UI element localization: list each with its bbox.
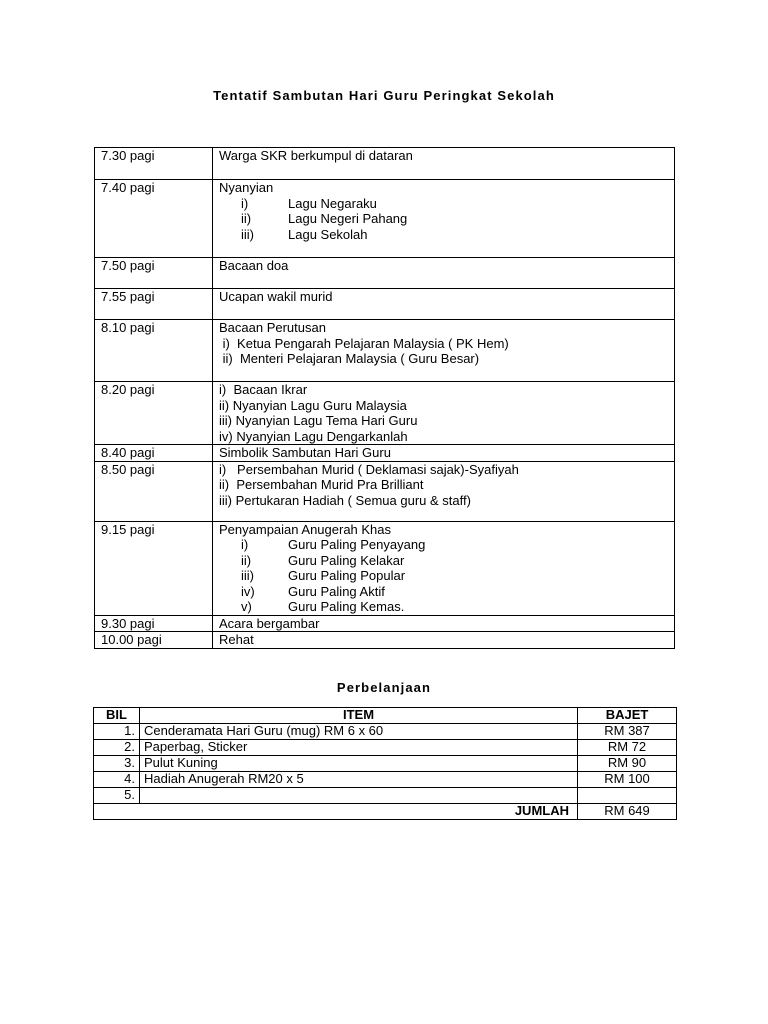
budget-row bbox=[94, 739, 677, 755]
subitem-number: i) bbox=[241, 537, 249, 552]
header-bil: BIL bbox=[94, 708, 140, 724]
activity-line: iii) Pertukaran Hadiah ( Semua guru & staff) bbox=[219, 492, 471, 508]
schedule-row bbox=[95, 632, 675, 649]
subitem-text: Guru Paling Penyayang bbox=[288, 537, 426, 552]
schedule-time: 10.00 pagi bbox=[95, 632, 213, 649]
schedule-row bbox=[95, 615, 675, 632]
schedule-title: Tentatif Sambutan Hari Guru Peringkat Sekolah bbox=[213, 88, 555, 103]
subitem-number: ii) bbox=[241, 211, 252, 226]
schedule-time: 7.55 pagi bbox=[95, 289, 213, 320]
activity-subitem bbox=[219, 196, 674, 212]
schedule-activity bbox=[213, 258, 675, 289]
activity-subitem bbox=[219, 537, 674, 553]
budget-row bbox=[94, 723, 677, 739]
total-label: JUMLAH bbox=[94, 803, 578, 819]
activity-line: ii) Menteri Pelajaran Malaysia ( Guru Besar) bbox=[219, 351, 480, 366]
schedule-row bbox=[95, 461, 675, 521]
activity-line: Ucapan wakil murid bbox=[219, 289, 333, 304]
activity-line: Acara bergambar bbox=[219, 615, 320, 631]
subitem-number: ii) bbox=[241, 552, 252, 568]
activity-line: Bacaan Perutusan bbox=[219, 320, 326, 335]
budget-item: Hadiah Anugerah RM20 x 5 bbox=[140, 771, 578, 787]
activity-line: Penyampaian Anugerah Khas bbox=[219, 521, 392, 537]
schedule-row bbox=[95, 320, 675, 382]
activity-subitem bbox=[219, 599, 674, 615]
subitem-number: iii) bbox=[241, 226, 254, 242]
schedule-row bbox=[95, 289, 675, 320]
subitem-number: iv) bbox=[241, 583, 255, 599]
subitem-text: Guru Paling Kelakar bbox=[288, 552, 405, 568]
budget-bil: 2. bbox=[94, 739, 140, 755]
schedule-time: 8.10 pagi bbox=[95, 320, 213, 382]
schedule-activity bbox=[213, 180, 675, 258]
activity-line: Simbolik Sambutan Hari Guru bbox=[219, 445, 391, 460]
subitem-text: Guru Paling Kemas. bbox=[288, 599, 405, 614]
budget-row bbox=[94, 787, 677, 803]
activity-line: iii) Nyanyian Lagu Tema Hari Guru bbox=[219, 413, 418, 428]
activity-line: Rehat bbox=[219, 632, 254, 647]
budget-item: Pulut Kuning bbox=[140, 755, 578, 771]
budget-item: Cenderamata Hari Guru (mug) RM 6 x 60 bbox=[140, 723, 578, 739]
subitem-text: Lagu Sekolah bbox=[288, 226, 368, 242]
budget-row bbox=[94, 755, 677, 771]
budget-bajet: RM 100 bbox=[578, 771, 677, 787]
budget-table bbox=[93, 707, 677, 820]
schedule-row bbox=[95, 382, 675, 445]
schedule-activity bbox=[213, 445, 675, 462]
budget-bil: 3. bbox=[94, 755, 140, 771]
budget-total-row bbox=[94, 803, 677, 819]
activity-line: iv) Nyanyian Lagu Dengarkanlah bbox=[219, 428, 408, 444]
subitem-text: Lagu Negaraku bbox=[288, 195, 377, 211]
schedule-activity bbox=[213, 289, 675, 320]
schedule-activity bbox=[213, 615, 675, 632]
subitem-number: i) bbox=[241, 195, 249, 211]
budget-header-row bbox=[94, 708, 677, 724]
activity-line: Warga SKR berkumpul di dataran bbox=[219, 148, 413, 163]
activity-subitem bbox=[219, 584, 674, 600]
schedule-activity bbox=[213, 521, 675, 615]
schedule-activity bbox=[213, 320, 675, 382]
budget-row bbox=[94, 771, 677, 787]
activity-line: i) Bacaan Ikrar bbox=[219, 382, 308, 397]
budget-bajet bbox=[578, 787, 677, 803]
schedule-time: 7.40 pagi bbox=[95, 180, 213, 258]
schedule-time: 8.20 pagi bbox=[95, 382, 213, 445]
subitem-text: Guru Paling Popular bbox=[288, 568, 406, 583]
schedule-time: 7.30 pagi bbox=[95, 148, 213, 180]
activity-line: i) Persembahan Murid ( Deklamasi sajak)-Syafiyah bbox=[219, 461, 519, 477]
activity-subitem bbox=[219, 227, 674, 243]
activity-subitem bbox=[219, 568, 674, 584]
subitem-text: Guru Paling Aktif bbox=[288, 583, 385, 599]
subitem-number: v) bbox=[241, 599, 252, 614]
budget-item bbox=[140, 787, 578, 803]
budget-title: Perbelanjaan bbox=[336, 680, 432, 695]
schedule-row bbox=[95, 445, 675, 462]
schedule-activity bbox=[213, 148, 675, 180]
schedule-table bbox=[94, 147, 675, 649]
total-value: RM 649 bbox=[578, 803, 677, 819]
header-item: ITEM bbox=[140, 708, 578, 724]
subitem-number: iii) bbox=[241, 568, 254, 583]
activity-line: Bacaan doa bbox=[219, 258, 289, 273]
schedule-time: 8.50 pagi bbox=[95, 461, 213, 521]
activity-line: i) Ketua Pengarah Pelajaran Malaysia ( PK Hem) bbox=[219, 335, 509, 351]
schedule-row bbox=[95, 180, 675, 258]
budget-bajet: RM 387 bbox=[578, 723, 677, 739]
schedule-time: 8.40 pagi bbox=[95, 445, 213, 462]
schedule-activity bbox=[213, 632, 675, 649]
schedule-time: 9.30 pagi bbox=[95, 615, 213, 632]
budget-item: Paperbag, Sticker bbox=[140, 739, 578, 755]
schedule-time: 7.50 pagi bbox=[95, 258, 213, 289]
schedule-row bbox=[95, 148, 675, 180]
budget-bil: 5. bbox=[94, 787, 140, 803]
activity-subitem bbox=[219, 211, 674, 227]
schedule-row bbox=[95, 258, 675, 289]
activity-subitem bbox=[219, 553, 674, 569]
schedule-time: 9.15 pagi bbox=[95, 521, 213, 615]
subitem-text: Lagu Negeri Pahang bbox=[288, 211, 408, 226]
budget-bajet: RM 90 bbox=[578, 755, 677, 771]
budget-bil: 1. bbox=[94, 723, 140, 739]
budget-bajet: RM 72 bbox=[578, 739, 677, 755]
schedule-activity bbox=[213, 382, 675, 445]
activity-line: ii) Persembahan Murid Pra Brilliant bbox=[219, 477, 424, 492]
activity-line: ii) Nyanyian Lagu Guru Malaysia bbox=[219, 397, 407, 413]
budget-bil: 4. bbox=[94, 771, 140, 787]
schedule-activity bbox=[213, 461, 675, 521]
activity-line: Nyanyian bbox=[219, 180, 274, 195]
header-bajet: BAJET bbox=[578, 708, 677, 724]
schedule-row bbox=[95, 521, 675, 615]
